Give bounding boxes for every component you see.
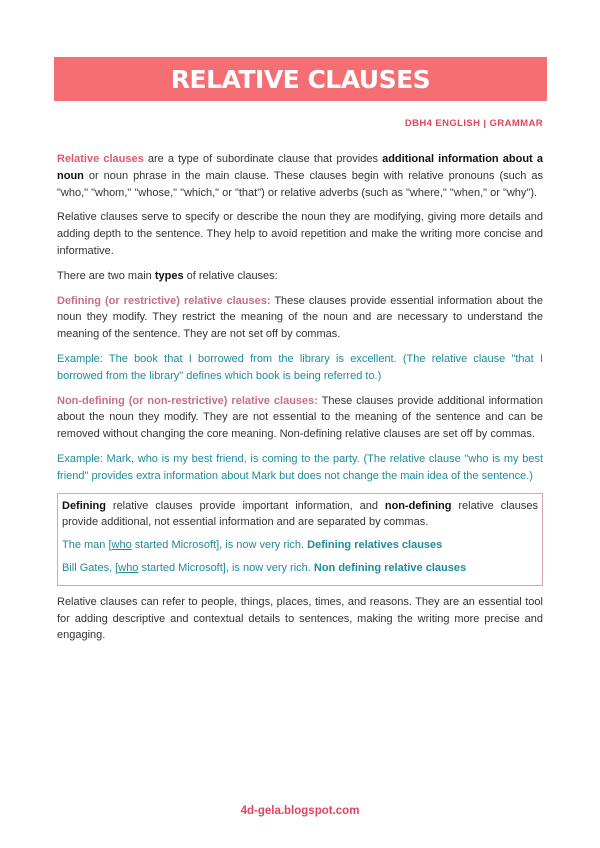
defining-example: Example: The book that I borrowed from the library is excellent. (The relative clause "that I borrowed from the library" defines which book is being referred to.)	[57, 352, 543, 382]
types-paragraph	[57, 268, 543, 285]
nondefining-example: Example: Mark, who is my best friend, is coming to the party. (The relative clause "who is my best friend" provides extra information about Mark but does not change the main idea of the sentence.)	[57, 452, 543, 482]
footer-site-link[interactable]: 4d-gela.blogspot.com	[240, 805, 360, 817]
subject-label: DBH4 ENGLISH | GRAMMAR	[404, 118, 543, 129]
defining-text: These clauses provide essential information about the noun they modify. They restrict the meaning of the noun and are necessary to understand the meaning of the sentence. They are not set off by commas.	[57, 294, 543, 341]
summary-text-1: relative clauses provide important information, and	[106, 499, 385, 512]
summary-text	[62, 498, 538, 532]
defining-sentence-example	[62, 537, 538, 554]
ex2-who: who	[118, 561, 139, 574]
summary-box	[57, 493, 543, 586]
defining-paragraph	[57, 293, 543, 343]
intro-text-1: are a type of subordinate clause that provides	[143, 153, 383, 165]
summary-bold-2: non-defining	[384, 499, 452, 512]
main-content	[57, 151, 543, 652]
ex2-post: started Microsoft], is now very rich.	[138, 561, 314, 574]
types-bold: types	[154, 269, 184, 282]
types-text-2: of relative clauses:	[183, 269, 278, 282]
intro-paragraph	[57, 151, 543, 201]
ex1-post: started Microsoft], is now very rich.	[131, 539, 308, 552]
nondefining-heading: Non-defining (or non-restrictive) relative clauses:	[57, 394, 318, 407]
ex1-pre: The man [	[62, 539, 112, 552]
page-title: RELATIVE CLAUSES	[170, 64, 431, 94]
types-text-1: There are two main	[57, 269, 155, 282]
title-banner	[54, 57, 547, 101]
intro-term: Relative clauses	[57, 153, 144, 165]
ex2-pre: Bill Gates, [	[62, 561, 119, 574]
defining-heading: Defining (or restrictive) relative clauses:	[57, 294, 271, 307]
nondefining-sentence-example	[62, 560, 538, 577]
summary-text-2: relative clauses provide additional, not essential information and are separated by commas.	[62, 499, 539, 529]
ex2-label: Non defining relative clauses	[313, 561, 467, 574]
closing-paragraph: Relative clauses can refer to people, things, places, times, and reasons. They are an essential tool for adding descriptive and contextual details to sentences, making the writing more precise and engaging.	[57, 595, 543, 642]
purpose-paragraph: Relative clauses serve to specify or describe the noun they are modifying, giving more details and adding depth to the sentence. They help to avoid repetition and make the writing more concise and informative.	[57, 211, 543, 257]
intro-text-2: or noun phrase in the main clause. These clauses begin with relative pronouns (such as "who," "whom," "whose," "which," or "that") or relative adverbs (such as "where," "when," or "why").	[57, 169, 543, 199]
nondefining-paragraph	[57, 393, 543, 443]
ex1-label: Defining relatives clauses	[307, 539, 443, 552]
nondefining-text: These clauses provide additional information about the noun they modify. They are not essential to the meaning of the sentence and can be removed without changing the core meaning. Non-defining relative clauses are set off by commas.	[57, 394, 543, 441]
summary-bold-1: Defining	[62, 499, 106, 512]
ex1-who: who	[111, 539, 132, 552]
intro-bold: additional information about a noun	[57, 153, 543, 182]
